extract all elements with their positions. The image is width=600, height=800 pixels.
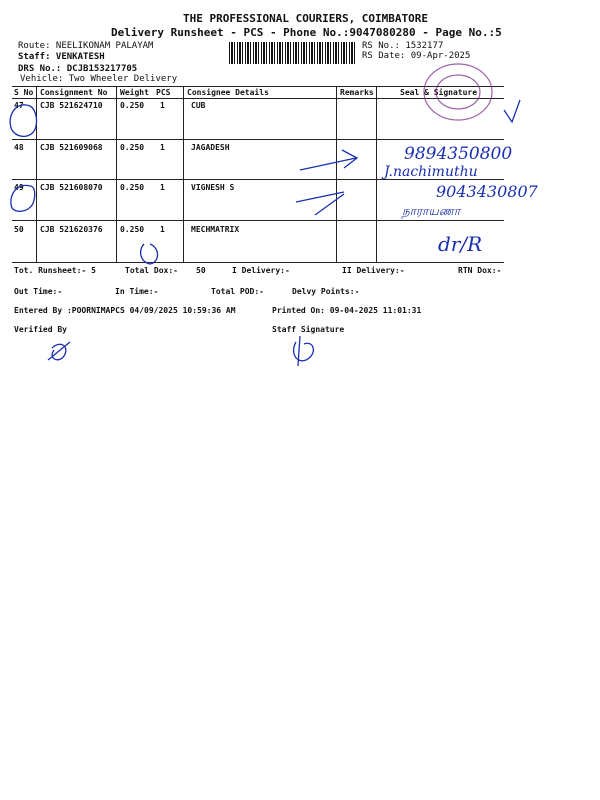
cell-weight: 0.250	[120, 101, 145, 110]
total-dox-label: Total Dox:-	[125, 266, 178, 275]
printed-on: Printed On: 09-04-2025 11:01:31	[272, 306, 422, 315]
total-dox-value: 50	[196, 266, 206, 275]
total-pod: Total POD:-	[211, 287, 264, 296]
in-time: In Time:-	[115, 287, 159, 296]
col-header-signature: Seal & Signature	[400, 88, 478, 97]
cell-sno: 47	[14, 101, 24, 110]
staff-signature-label: Staff Signature	[272, 325, 345, 334]
verified-by-label: Verified By	[14, 325, 67, 334]
route-label: Route: NEELIKONAM PALAYAM	[18, 41, 154, 51]
col-header-remarks: Remarks	[340, 88, 374, 97]
verified-signature	[48, 342, 70, 360]
handwritten-initials: dr/R	[438, 232, 483, 256]
first-delivery: I Delivery:-	[232, 266, 290, 275]
cell-consignment: CJB 521609068	[40, 143, 103, 152]
rs-date: RS Date: 09-Apr-2025	[362, 51, 471, 61]
delvy-points: Delvy Points:-	[292, 287, 360, 296]
cell-consignment: CJB 521608070	[40, 183, 103, 192]
cell-pcs: 1	[160, 101, 165, 110]
arrow-row-49	[296, 192, 344, 215]
handwritten-phone-2: 9043430807	[436, 182, 538, 201]
cell-weight: 0.250	[120, 183, 145, 192]
cell-pcs: 1	[160, 225, 165, 234]
staff-label: Staff: VENKATESH	[18, 52, 105, 62]
cell-pcs: 1	[160, 183, 165, 192]
cell-consignee: VIGNESH S	[191, 183, 235, 192]
cell-weight: 0.250	[120, 143, 145, 152]
runsheet-subtitle: Delivery Runsheet - PCS - Phone No.:9047080280 - Page No.:5	[111, 26, 502, 39]
cell-weight: 0.250	[120, 225, 145, 234]
cell-sno: 50	[14, 225, 24, 234]
cell-consignee: MECHMATRIX	[191, 225, 240, 234]
col-header-weight: Weight	[120, 88, 149, 97]
cell-consignee: JAGADESH	[191, 143, 230, 152]
tick-mark	[504, 100, 520, 122]
cell-pcs: 1	[160, 143, 165, 152]
col-header-consignment: Consignment No	[40, 88, 108, 97]
arrow-row-48	[300, 150, 357, 170]
vehicle-label: Vehicle: Two Wheeler Delivery	[20, 74, 178, 84]
col-header-consignee: Consignee Details	[187, 88, 269, 97]
rtn-dox: RTN Dox:-	[458, 266, 502, 275]
handwritten-phone: 9894350800	[404, 144, 513, 164]
circle-mark-row-49	[11, 185, 35, 211]
cell-consignee: CUB	[191, 101, 206, 110]
out-time: Out Time:-	[14, 287, 63, 296]
drs-number: DRS No.: DCJB153217705	[18, 64, 138, 74]
cell-consignment: CJB 521624710	[40, 101, 103, 110]
entered-by: Entered By :POORNIMAPCS 04/09/2025 10:59:36 AM	[14, 306, 236, 315]
cell-consignment: CJB 521620376	[40, 225, 103, 234]
total-runsheet: Tot. Runsheet:- 5	[14, 266, 96, 275]
cell-sno: 49	[14, 183, 24, 192]
col-header-pcs: PCS	[156, 88, 171, 97]
rubber-stamp	[424, 64, 492, 120]
circle-mark-dox	[141, 244, 158, 264]
handwritten-name: J.nachimuthu	[384, 164, 478, 180]
second-delivery: II Delivery:-	[342, 266, 405, 275]
staff-signature	[294, 336, 314, 366]
circle-mark-row-47	[10, 105, 36, 137]
col-header-sno: S No	[14, 88, 34, 97]
rs-number: RS No.: 1532177	[362, 41, 444, 51]
company-title: THE PROFESSIONAL COURIERS, COIMBATORE	[183, 12, 429, 25]
cell-sno: 48	[14, 143, 24, 152]
handwritten-tamil-word: நாராயணா	[402, 204, 461, 218]
